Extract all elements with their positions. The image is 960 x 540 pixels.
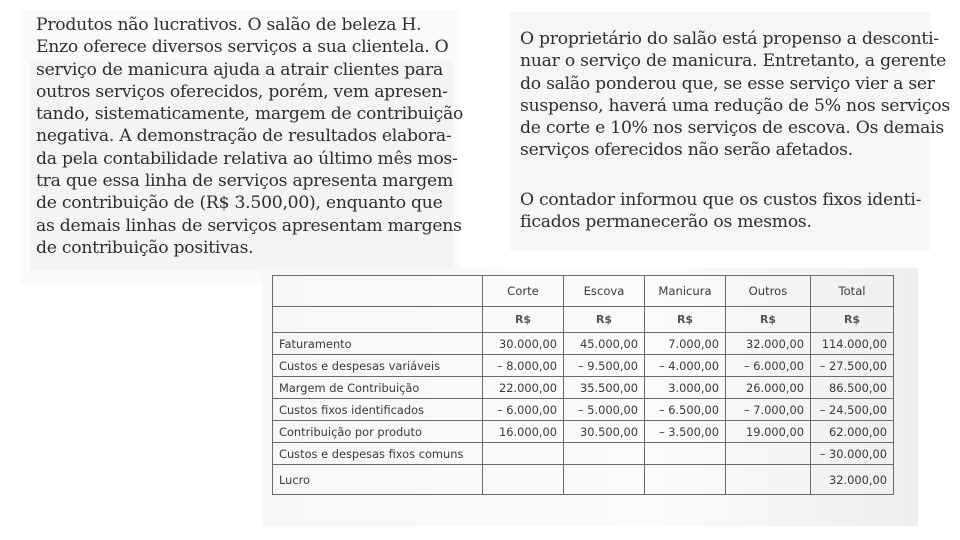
value-cell: – 6.000,00 <box>726 355 811 377</box>
income-statement-table <box>272 275 894 495</box>
text-line: as demais linhas de serviços apresentam margens <box>36 215 462 236</box>
value-cell: – 24.500,00 <box>811 399 894 421</box>
value-cell: 45.000,00 <box>564 333 645 355</box>
unit-cell: R$ <box>564 307 645 333</box>
text-line: tando, sistematicamente, margem de contribuição <box>36 104 464 125</box>
table-header-row <box>273 276 894 307</box>
value-cell: – 6.000,00 <box>483 399 564 421</box>
row-label: Margem de Contribuição <box>273 377 483 399</box>
value-cell <box>645 465 726 495</box>
value-cell <box>483 443 564 465</box>
text-line: suspenso, haverá uma redução de 5% nos serviços <box>520 95 950 116</box>
value-cell: 62.000,00 <box>811 421 894 443</box>
table-row-custos-fixos-comuns <box>273 443 894 465</box>
table-row-faturamento <box>273 333 894 355</box>
value-cell: 7.000,00 <box>645 333 726 355</box>
value-cell: 26.000,00 <box>726 377 811 399</box>
table-row-contribuicao-produto <box>273 421 894 443</box>
text-line: Produtos não lucrativos. O salão de beleza H. <box>36 15 422 35</box>
unit-cell: R$ <box>483 307 564 333</box>
header-cell <box>273 276 483 307</box>
table-row-custos-variaveis <box>273 355 894 377</box>
value-cell <box>726 443 811 465</box>
table-row-custos-fixos-identificados <box>273 399 894 421</box>
value-cell <box>726 465 811 495</box>
table-row-lucro <box>273 465 894 495</box>
value-cell: 32.000,00 <box>726 333 811 355</box>
value-cell: – 7.000,00 <box>726 399 811 421</box>
text-line: de contribuição positivas. <box>36 237 254 258</box>
value-cell: 30.000,00 <box>483 333 564 355</box>
value-cell: – 4.000,00 <box>645 355 726 377</box>
text-line: nuar o serviço de manicura. Entretanto, a gerente <box>520 51 947 72</box>
value-cell: – 27.500,00 <box>811 355 894 377</box>
table-row-margem-contribuicao <box>273 377 894 399</box>
value-cell: 35.500,00 <box>564 377 645 399</box>
value-cell: 30.500,00 <box>564 421 645 443</box>
problem-statement-paragraph <box>36 14 466 259</box>
text-line: O contador informou que os custos fixos identi- <box>520 190 922 210</box>
value-cell: 32.000,00 <box>811 465 894 495</box>
text-line: de corte e 10% nos serviços de escova. Os demais <box>520 118 944 139</box>
unit-cell <box>273 307 483 333</box>
text-line: serviços oferecidos não serão afetados. <box>520 140 853 161</box>
text-line: O proprietário do salão está propenso a desconti- <box>520 29 939 49</box>
value-cell: 16.000,00 <box>483 421 564 443</box>
value-cell: – 9.500,00 <box>564 355 645 377</box>
value-cell: 19.000,00 <box>726 421 811 443</box>
text-line: outros serviços oferecidos, porém, vem apresen- <box>36 81 448 102</box>
value-cell: 22.000,00 <box>483 377 564 399</box>
value-cell: 3.000,00 <box>645 377 726 399</box>
header-cell-outros: Outros <box>726 276 811 307</box>
value-cell: – 3.500,00 <box>645 421 726 443</box>
text-line: de contribuição de (R$ 3.500,00), enquanto que <box>36 193 443 214</box>
value-cell: 114.000,00 <box>811 333 894 355</box>
accountant-note-paragraph <box>520 189 930 234</box>
row-label: Contribuição por produto <box>273 421 483 443</box>
text-line: do salão ponderou que, se esse serviço vier a ser <box>520 73 935 94</box>
text-line: da pela contabilidade relativa ao último mês mos- <box>36 148 458 169</box>
text-line: Enzo oferece diversos serviços a sua clientela. O <box>36 37 449 58</box>
header-cell-corte: Corte <box>483 276 564 307</box>
owner-proposal-paragraph <box>520 28 950 162</box>
text-line: ficados permanecerão os mesmos. <box>520 212 812 233</box>
unit-cell: R$ <box>726 307 811 333</box>
header-cell-escova: Escova <box>564 276 645 307</box>
text-line: serviço de manicura ajuda a atrair clientes para <box>36 59 444 80</box>
unit-cell: R$ <box>645 307 726 333</box>
header-cell-total: Total <box>811 276 894 307</box>
row-label: Lucro <box>273 465 483 495</box>
value-cell <box>564 443 645 465</box>
table-unit-row <box>273 307 894 333</box>
value-cell <box>483 465 564 495</box>
value-cell: – 6.500,00 <box>645 399 726 421</box>
row-label: Custos e despesas fixos comuns <box>273 443 483 465</box>
value-cell: – 30.000,00 <box>811 443 894 465</box>
row-label: Faturamento <box>273 333 483 355</box>
header-cell-manicura: Manicura <box>645 276 726 307</box>
text-line: negativa. A demonstração de resultados elabora- <box>36 126 452 147</box>
unit-cell: R$ <box>811 307 894 333</box>
text-line: tra que essa linha de serviços apresenta margem <box>36 171 454 192</box>
row-label: Custos fixos identificados <box>273 399 483 421</box>
row-label: Custos e despesas variáveis <box>273 355 483 377</box>
value-cell <box>645 443 726 465</box>
value-cell: – 8.000,00 <box>483 355 564 377</box>
value-cell <box>564 465 645 495</box>
value-cell: – 5.000,00 <box>564 399 645 421</box>
value-cell: 86.500,00 <box>811 377 894 399</box>
